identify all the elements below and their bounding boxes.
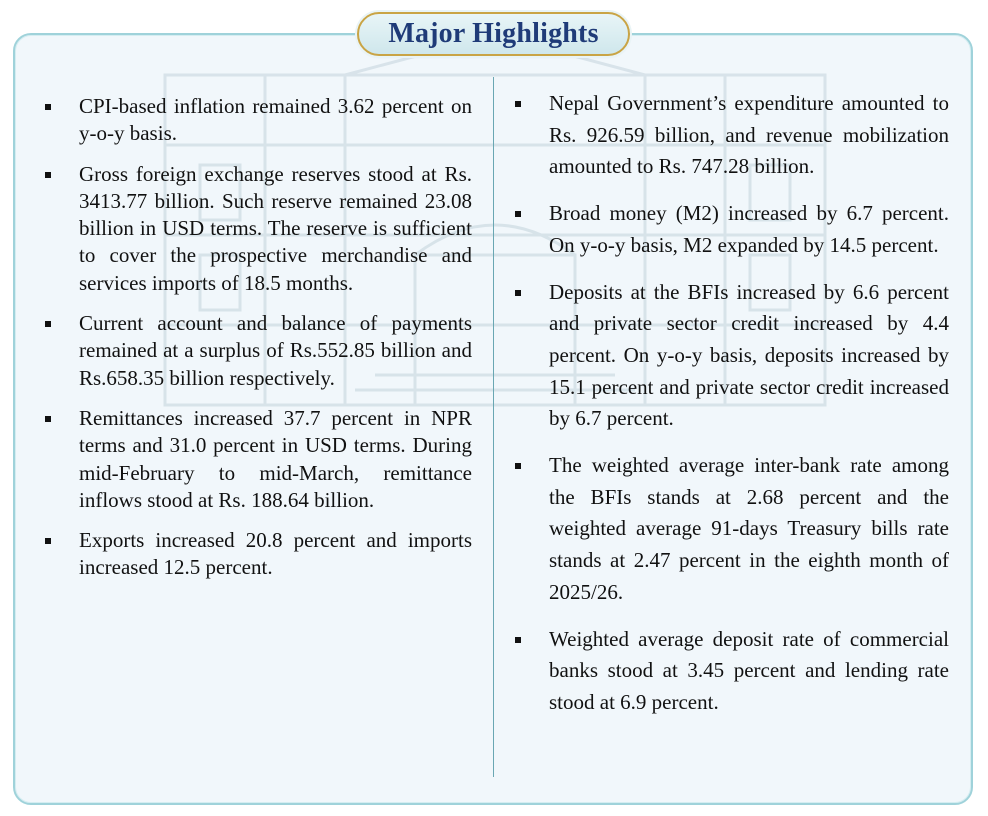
bullet-icon	[515, 290, 521, 296]
list-item	[42, 405, 472, 514]
list-item	[512, 88, 949, 183]
list-item	[512, 277, 949, 436]
item-text: Current account and balance of payments remained at a surplus of Rs.552.85 billion and Rs.658.35 billion respectively.	[79, 311, 472, 390]
right-highlights-list	[512, 88, 949, 734]
bullet-icon	[45, 321, 51, 327]
bullet-icon	[515, 101, 521, 107]
list-item	[42, 310, 472, 392]
item-text: Weighted average deposit rate of commercial banks stood at 3.45 percent and lending rate stood at 6.9 percent.	[549, 626, 949, 714]
bullet-icon	[45, 172, 51, 178]
title-banner	[357, 12, 630, 56]
item-text: Gross foreign exchange reserves stood at Rs. 3413.77 billion. Such reserve remained 23.08 billion in USD terms. The reserve is sufficient to cover the prospective merchandise and services imports of 18.5 months.	[79, 161, 472, 295]
left-highlights-list	[42, 93, 472, 595]
bullet-icon	[45, 416, 51, 422]
list-item	[512, 450, 949, 609]
item-text: The weighted average inter-bank rate among the BFIs stands at 2.68 percent and the weighted average 91-days Treasury bills rate stands at 2.47 percent in the eighth month of 2025/26.	[549, 453, 949, 604]
bullet-icon	[515, 211, 521, 217]
bullet-icon	[45, 538, 51, 544]
list-item	[512, 624, 949, 719]
item-text: Broad money (M2) increased by 6.7 percent. On y-o-y basis, M2 expanded by 14.5 percent.	[549, 201, 949, 257]
list-item	[42, 527, 472, 582]
item-text: Exports increased 20.8 percent and imports increased 12.5 percent.	[79, 528, 472, 580]
list-item	[42, 161, 472, 297]
column-divider	[493, 77, 494, 777]
page-title: Major Highlights	[388, 18, 599, 49]
item-text: Remittances increased 37.7 percent in NPR terms and 31.0 percent in USD terms. During mid-February to mid-March, remittance inflows stood at Rs. 188.64 billion.	[79, 405, 472, 512]
bullet-icon	[515, 463, 521, 469]
item-text: Deposits at the BFIs increased by 6.6 percent and private sector credit increased by 4.4 percent. On y-o-y basis, deposits increased by 15.1 percent and private sector credit increased by 6.7 percent.	[549, 279, 949, 431]
item-text: Nepal Government’s expenditure amounted to Rs. 926.59 billion, and revenue mobilization amounted to Rs. 747.28 billion.	[549, 91, 949, 179]
bullet-icon	[45, 104, 51, 110]
item-text: CPI-based inflation remained 3.62 percent on y-o-y basis.	[79, 94, 472, 146]
bullet-icon	[515, 637, 521, 643]
list-item	[512, 198, 949, 261]
list-item	[42, 93, 472, 148]
